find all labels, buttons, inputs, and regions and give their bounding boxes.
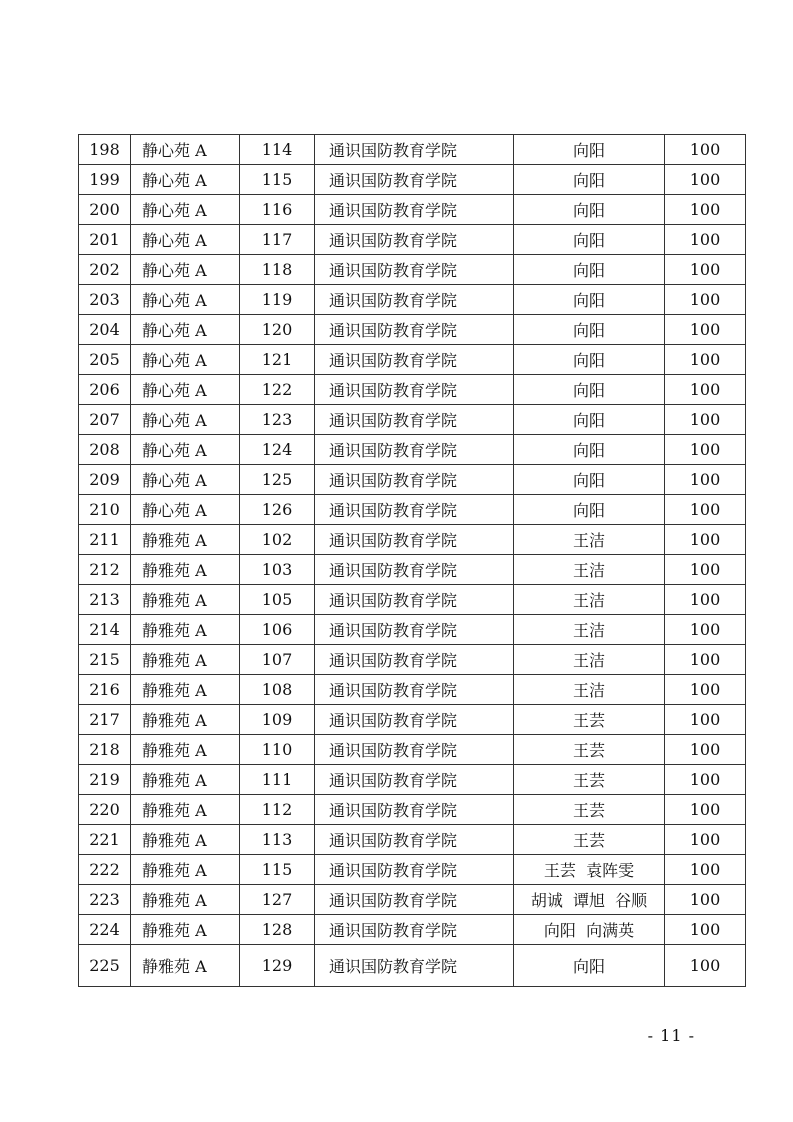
building-cell: 静雅苑 A (131, 585, 240, 615)
table-row (79, 435, 746, 465)
table-row (79, 705, 746, 735)
score-cell: 100 (665, 345, 746, 375)
responsible-person-cell: 王芸 (514, 705, 665, 735)
table-row (79, 735, 746, 765)
responsible-person-cell: 向阳 (514, 285, 665, 315)
college-cell: 通识国防教育学院 (315, 885, 514, 915)
row-number-cell: 225 (79, 945, 131, 987)
room-cell: 128 (240, 915, 315, 945)
row-number-cell: 198 (79, 135, 131, 165)
score-cell: 100 (665, 765, 746, 795)
score-cell: 100 (665, 435, 746, 465)
score-cell: 100 (665, 825, 746, 855)
room-cell: 113 (240, 825, 315, 855)
college-cell: 通识国防教育学院 (315, 705, 514, 735)
score-cell: 100 (665, 555, 746, 585)
table-row (79, 645, 746, 675)
row-number-cell: 220 (79, 795, 131, 825)
table-row (79, 945, 746, 987)
responsible-person-cell: 向阳 (514, 195, 665, 225)
row-number-cell: 210 (79, 495, 131, 525)
row-number-cell: 199 (79, 165, 131, 195)
college-cell: 通识国防教育学院 (315, 675, 514, 705)
row-number-cell: 217 (79, 705, 131, 735)
row-number-cell: 222 (79, 855, 131, 885)
table-row (79, 795, 746, 825)
row-number-cell: 221 (79, 825, 131, 855)
table-row (79, 225, 746, 255)
responsible-person-cell: 王洁 (514, 645, 665, 675)
table-row (79, 885, 746, 915)
score-cell: 100 (665, 495, 746, 525)
building-cell: 静心苑 A (131, 375, 240, 405)
score-cell: 100 (665, 315, 746, 345)
college-cell: 通识国防教育学院 (315, 195, 514, 225)
building-cell: 静雅苑 A (131, 915, 240, 945)
table-row (79, 615, 746, 645)
table-row (79, 195, 746, 225)
room-cell: 112 (240, 795, 315, 825)
table-row (79, 675, 746, 705)
building-cell: 静心苑 A (131, 195, 240, 225)
score-cell: 100 (665, 885, 746, 915)
college-cell: 通识国防教育学院 (315, 345, 514, 375)
responsible-person-cell: 王洁 (514, 525, 665, 555)
room-cell: 123 (240, 405, 315, 435)
row-number-cell: 213 (79, 585, 131, 615)
responsible-person-cell: 向阳 (514, 435, 665, 465)
score-cell: 100 (665, 675, 746, 705)
score-cell: 100 (665, 465, 746, 495)
table-row (79, 405, 746, 435)
college-cell: 通识国防教育学院 (315, 135, 514, 165)
room-cell: 110 (240, 735, 315, 765)
building-cell: 静雅苑 A (131, 885, 240, 915)
row-number-cell: 216 (79, 675, 131, 705)
table-body (79, 135, 746, 987)
college-cell: 通识国防教育学院 (315, 525, 514, 555)
responsible-person-cell: 胡诚 谭旭 谷顺 (514, 885, 665, 915)
room-cell: 126 (240, 495, 315, 525)
building-cell: 静心苑 A (131, 135, 240, 165)
room-cell: 114 (240, 135, 315, 165)
room-cell: 124 (240, 435, 315, 465)
score-cell: 100 (665, 405, 746, 435)
college-cell: 通识国防教育学院 (315, 855, 514, 885)
college-cell: 通识国防教育学院 (315, 405, 514, 435)
row-number-cell: 215 (79, 645, 131, 675)
row-number-cell: 204 (79, 315, 131, 345)
row-number-cell: 212 (79, 555, 131, 585)
responsible-person-cell: 向阳 (514, 405, 665, 435)
responsible-person-cell: 向阳 向满英 (514, 915, 665, 945)
row-number-cell: 218 (79, 735, 131, 765)
responsible-person-cell: 向阳 (514, 135, 665, 165)
responsible-person-cell: 王芸 (514, 735, 665, 765)
responsible-person-cell: 向阳 (514, 345, 665, 375)
table-row (79, 135, 746, 165)
responsible-person-cell: 王芸 (514, 825, 665, 855)
building-cell: 静雅苑 A (131, 615, 240, 645)
row-number-cell: 219 (79, 765, 131, 795)
table-row (79, 765, 746, 795)
score-cell: 100 (665, 945, 746, 987)
score-cell: 100 (665, 255, 746, 285)
table-row (79, 285, 746, 315)
responsible-person-cell: 向阳 (514, 255, 665, 285)
building-cell: 静雅苑 A (131, 795, 240, 825)
college-cell: 通识国防教育学院 (315, 795, 514, 825)
responsible-person-cell: 向阳 (514, 315, 665, 345)
dormitory-score-table (78, 134, 746, 987)
college-cell: 通识国防教育学院 (315, 735, 514, 765)
row-number-cell: 205 (79, 345, 131, 375)
college-cell: 通识国防教育学院 (315, 165, 514, 195)
room-cell: 108 (240, 675, 315, 705)
college-cell: 通识国防教育学院 (315, 945, 514, 987)
score-cell: 100 (665, 645, 746, 675)
table-row (79, 165, 746, 195)
room-cell: 109 (240, 705, 315, 735)
table-row (79, 375, 746, 405)
room-cell: 121 (240, 345, 315, 375)
college-cell: 通识国防教育学院 (315, 825, 514, 855)
college-cell: 通识国防教育学院 (315, 495, 514, 525)
score-cell: 100 (665, 915, 746, 945)
building-cell: 静心苑 A (131, 225, 240, 255)
college-cell: 通识国防教育学院 (315, 255, 514, 285)
building-cell: 静心苑 A (131, 435, 240, 465)
building-cell: 静雅苑 A (131, 705, 240, 735)
building-cell: 静雅苑 A (131, 855, 240, 885)
building-cell: 静心苑 A (131, 165, 240, 195)
building-cell: 静雅苑 A (131, 945, 240, 987)
room-cell: 129 (240, 945, 315, 987)
responsible-person-cell: 王芸 (514, 795, 665, 825)
responsible-person-cell: 向阳 (514, 945, 665, 987)
responsible-person-cell: 向阳 (514, 375, 665, 405)
score-cell: 100 (665, 615, 746, 645)
room-cell: 105 (240, 585, 315, 615)
score-cell: 100 (665, 195, 746, 225)
college-cell: 通识国防教育学院 (315, 435, 514, 465)
college-cell: 通识国防教育学院 (315, 555, 514, 585)
college-cell: 通识国防教育学院 (315, 285, 514, 315)
row-number-cell: 202 (79, 255, 131, 285)
college-cell: 通识国防教育学院 (315, 465, 514, 495)
table-row (79, 915, 746, 945)
score-cell: 100 (665, 855, 746, 885)
row-number-cell: 211 (79, 525, 131, 555)
row-number-cell: 206 (79, 375, 131, 405)
college-cell: 通识国防教育学院 (315, 375, 514, 405)
building-cell: 静雅苑 A (131, 675, 240, 705)
room-cell: 117 (240, 225, 315, 255)
table-row (79, 525, 746, 555)
building-cell: 静雅苑 A (131, 645, 240, 675)
responsible-person-cell: 王芸 (514, 765, 665, 795)
room-cell: 115 (240, 855, 315, 885)
room-cell: 119 (240, 285, 315, 315)
row-number-cell: 201 (79, 225, 131, 255)
building-cell: 静雅苑 A (131, 765, 240, 795)
row-number-cell: 203 (79, 285, 131, 315)
row-number-cell: 223 (79, 885, 131, 915)
room-cell: 125 (240, 465, 315, 495)
room-cell: 116 (240, 195, 315, 225)
college-cell: 通识国防教育学院 (315, 915, 514, 945)
room-cell: 107 (240, 645, 315, 675)
room-cell: 122 (240, 375, 315, 405)
building-cell: 静心苑 A (131, 345, 240, 375)
score-cell: 100 (665, 285, 746, 315)
responsible-person-cell: 王洁 (514, 675, 665, 705)
building-cell: 静雅苑 A (131, 735, 240, 765)
building-cell: 静心苑 A (131, 495, 240, 525)
responsible-person-cell: 王芸 袁阵雯 (514, 855, 665, 885)
table-row (79, 255, 746, 285)
college-cell: 通识国防教育学院 (315, 765, 514, 795)
page-number: - 11 - (647, 1026, 695, 1045)
score-cell: 100 (665, 525, 746, 555)
building-cell: 静心苑 A (131, 465, 240, 495)
table-row (79, 465, 746, 495)
responsible-person-cell: 王洁 (514, 585, 665, 615)
room-cell: 115 (240, 165, 315, 195)
table-row (79, 855, 746, 885)
row-number-cell: 209 (79, 465, 131, 495)
building-cell: 静心苑 A (131, 255, 240, 285)
table-row (79, 825, 746, 855)
score-cell: 100 (665, 225, 746, 255)
score-cell: 100 (665, 135, 746, 165)
table-row (79, 345, 746, 375)
table-row (79, 495, 746, 525)
responsible-person-cell: 向阳 (514, 225, 665, 255)
row-number-cell: 208 (79, 435, 131, 465)
college-cell: 通识国防教育学院 (315, 615, 514, 645)
college-cell: 通识国防教育学院 (315, 225, 514, 255)
score-cell: 100 (665, 375, 746, 405)
room-cell: 106 (240, 615, 315, 645)
room-cell: 127 (240, 885, 315, 915)
responsible-person-cell: 向阳 (514, 165, 665, 195)
college-cell: 通识国防教育学院 (315, 315, 514, 345)
responsible-person-cell: 向阳 (514, 495, 665, 525)
table-row (79, 555, 746, 585)
room-cell: 111 (240, 765, 315, 795)
responsible-person-cell: 向阳 (514, 465, 665, 495)
room-cell: 118 (240, 255, 315, 285)
responsible-person-cell: 王洁 (514, 615, 665, 645)
row-number-cell: 207 (79, 405, 131, 435)
row-number-cell: 224 (79, 915, 131, 945)
college-cell: 通识国防教育学院 (315, 585, 514, 615)
building-cell: 静心苑 A (131, 285, 240, 315)
building-cell: 静雅苑 A (131, 525, 240, 555)
score-cell: 100 (665, 705, 746, 735)
table-row (79, 585, 746, 615)
table-row (79, 315, 746, 345)
score-cell: 100 (665, 585, 746, 615)
row-number-cell: 214 (79, 615, 131, 645)
building-cell: 静心苑 A (131, 405, 240, 435)
score-cell: 100 (665, 795, 746, 825)
room-cell: 103 (240, 555, 315, 585)
score-cell: 100 (665, 735, 746, 765)
row-number-cell: 200 (79, 195, 131, 225)
building-cell: 静雅苑 A (131, 825, 240, 855)
room-cell: 120 (240, 315, 315, 345)
building-cell: 静雅苑 A (131, 555, 240, 585)
responsible-person-cell: 王洁 (514, 555, 665, 585)
room-cell: 102 (240, 525, 315, 555)
college-cell: 通识国防教育学院 (315, 645, 514, 675)
building-cell: 静心苑 A (131, 315, 240, 345)
score-cell: 100 (665, 165, 746, 195)
